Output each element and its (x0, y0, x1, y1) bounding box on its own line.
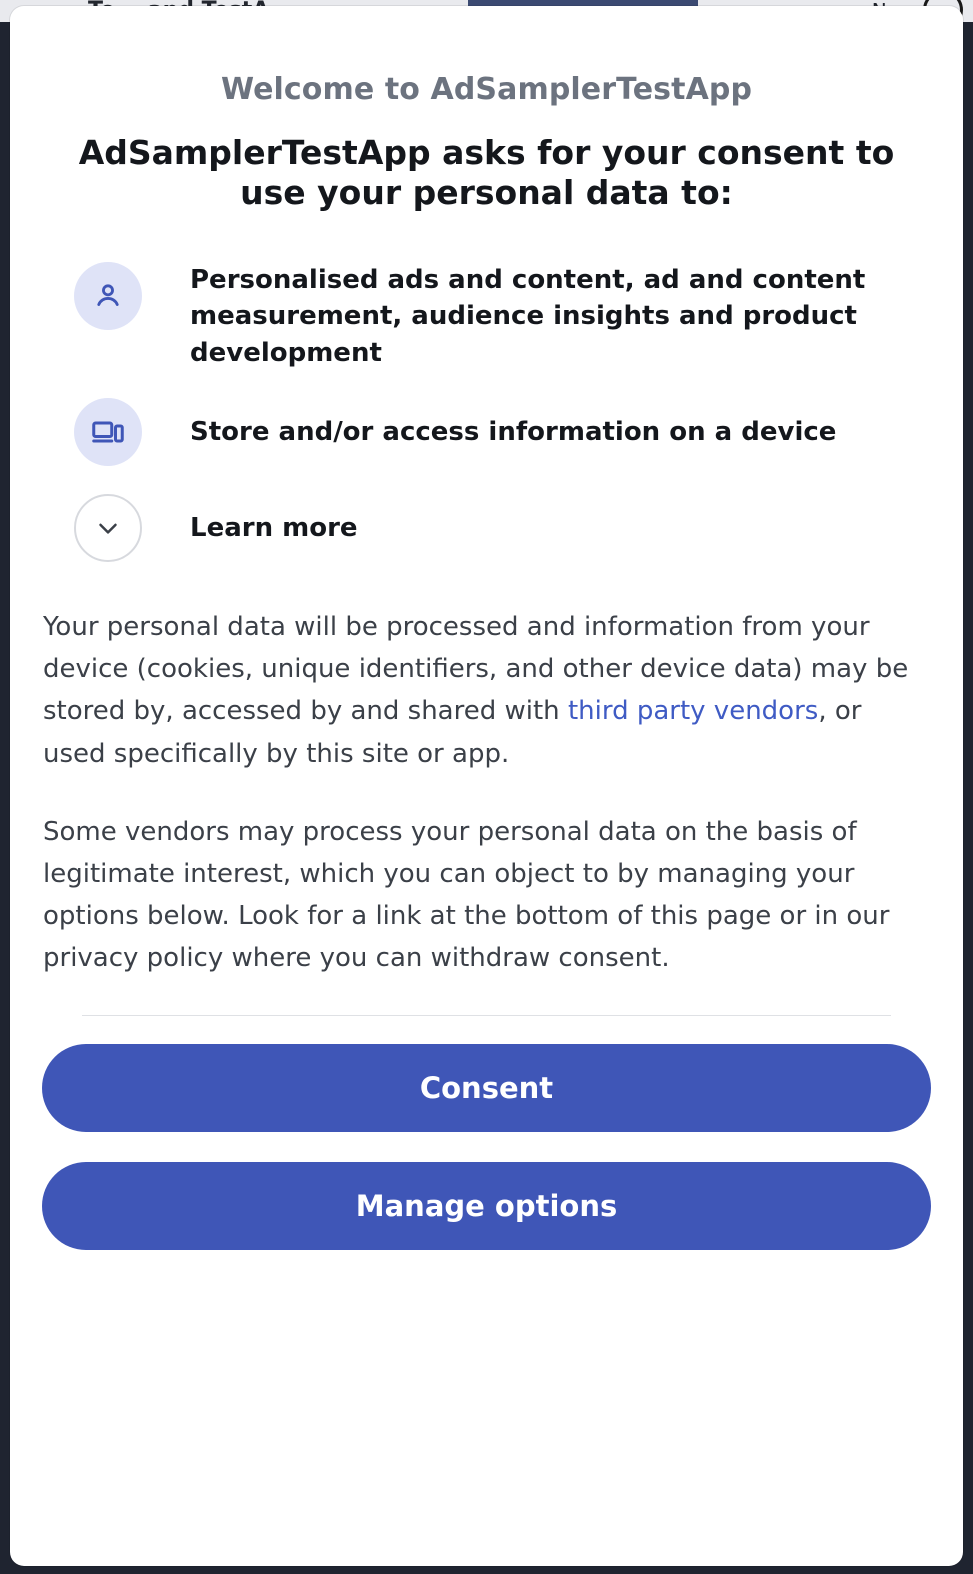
devices-icon (74, 398, 142, 466)
person-icon (74, 262, 142, 330)
third-party-vendors-link[interactable]: third party vendors (567, 696, 819, 727)
privacy-paragraph-two: Some vendors may process your personal data on the basis of legitimate interest, which you can object to by managing your options below. Look for a link at the bottom of this page or in our privacy policy where you can withdraw consent. (43, 816, 890, 973)
consent-dialog (10, 6, 963, 1566)
paragraph-one-before-link: Your personal data will be processed and information from your device (cookies, unique identifiers, and other device data) may be stored by, accessed by and shared with (43, 612, 909, 727)
consent-heading: AdSamplerTestApp asks for your consent to use your personal data to: (78, 133, 895, 213)
purpose-row-store-access (42, 398, 931, 466)
purpose-label: Personalised ads and content, ad and content measurement, audience insights and product development (190, 264, 866, 369)
purpose-row-personalised-ads (42, 262, 931, 373)
purpose-list (42, 262, 931, 563)
chevron-down-icon[interactable] (74, 494, 142, 562)
paragraph-one-after-link: , or used specifically by this site or app. (43, 696, 862, 769)
divider (82, 1015, 891, 1016)
manage-options-button[interactable]: Manage options (42, 1162, 931, 1250)
privacy-paragraph-one (42, 606, 931, 774)
learn-more-row[interactable] (42, 494, 931, 562)
learn-more-label[interactable]: Learn more (190, 513, 358, 544)
consent-button[interactable]: Consent (42, 1044, 931, 1132)
purpose-label: Store and/or access information on a device (190, 416, 837, 447)
welcome-title: Welcome to AdSamplerTestApp (220, 72, 753, 107)
